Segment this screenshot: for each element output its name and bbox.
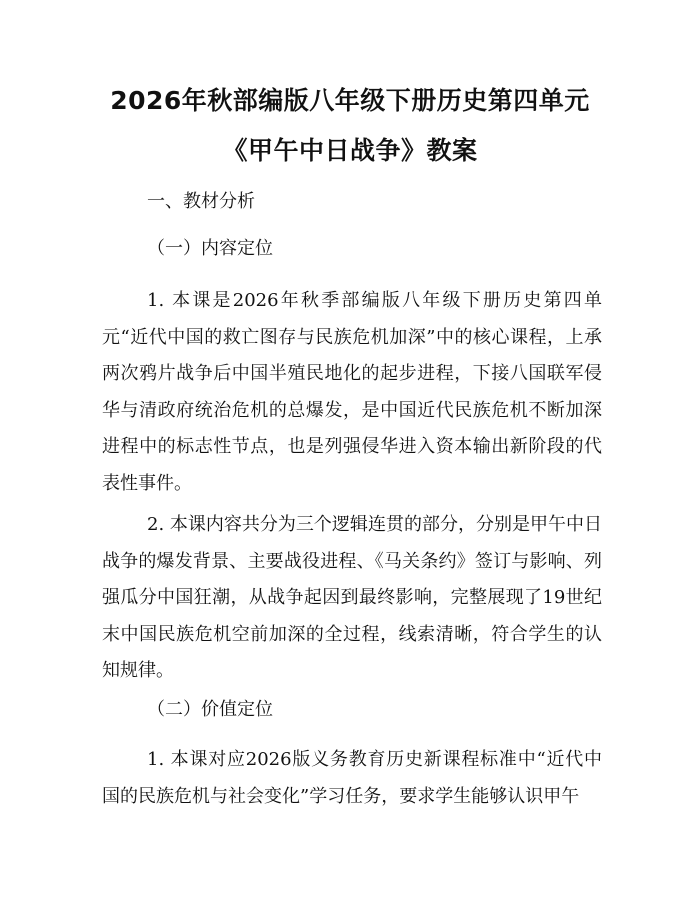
subsection-heading-value-positioning: （二）价值定位 <box>147 699 273 720</box>
paragraph-curriculum-standard: 1. 本课对应2026版义务教育历史新课程标准中“近代中国的民族危机与社会变化”学习任务，要求学生能够认识甲午 <box>102 749 602 807</box>
document-title-line1: 2026年秋部编版八年级下册历史第四单元 <box>110 86 590 115</box>
document-title-line2: 《甲午中日战争》教案 <box>222 136 478 165</box>
subsection-heading-content-positioning: （一）内容定位 <box>147 238 273 259</box>
paragraph-course-position: 1. 本课是2026年秋季部编版八年级下册历史第四单元“近代中国的救亡图存与民族危机加深”中的核心课程，上承两次鸦片战争后中国半殖民地化的起步进程，下接八国联军侵华与清政府统治危机的总爆发，是中国近代民族危机不断加深进程中的标志性节点，也是列强侵华进入资本输出新阶段的代表性事件。 <box>102 290 602 494</box>
paragraph-course-structure: 2. 本课内容共分为三个逻辑连贯的部分，分别是甲午中日战争的爆发背景、主要战役进程、《马关条约》签订与影响、列强瓜分中国狂潮，从战争起因到最终影响，完整展现了19世纪末中国民族危机空前加深的全过程，线索清晰，符合学生的认知规律。 <box>102 514 602 681</box>
section-heading-teaching-material-analysis: 一、教材分析 <box>147 191 255 212</box>
